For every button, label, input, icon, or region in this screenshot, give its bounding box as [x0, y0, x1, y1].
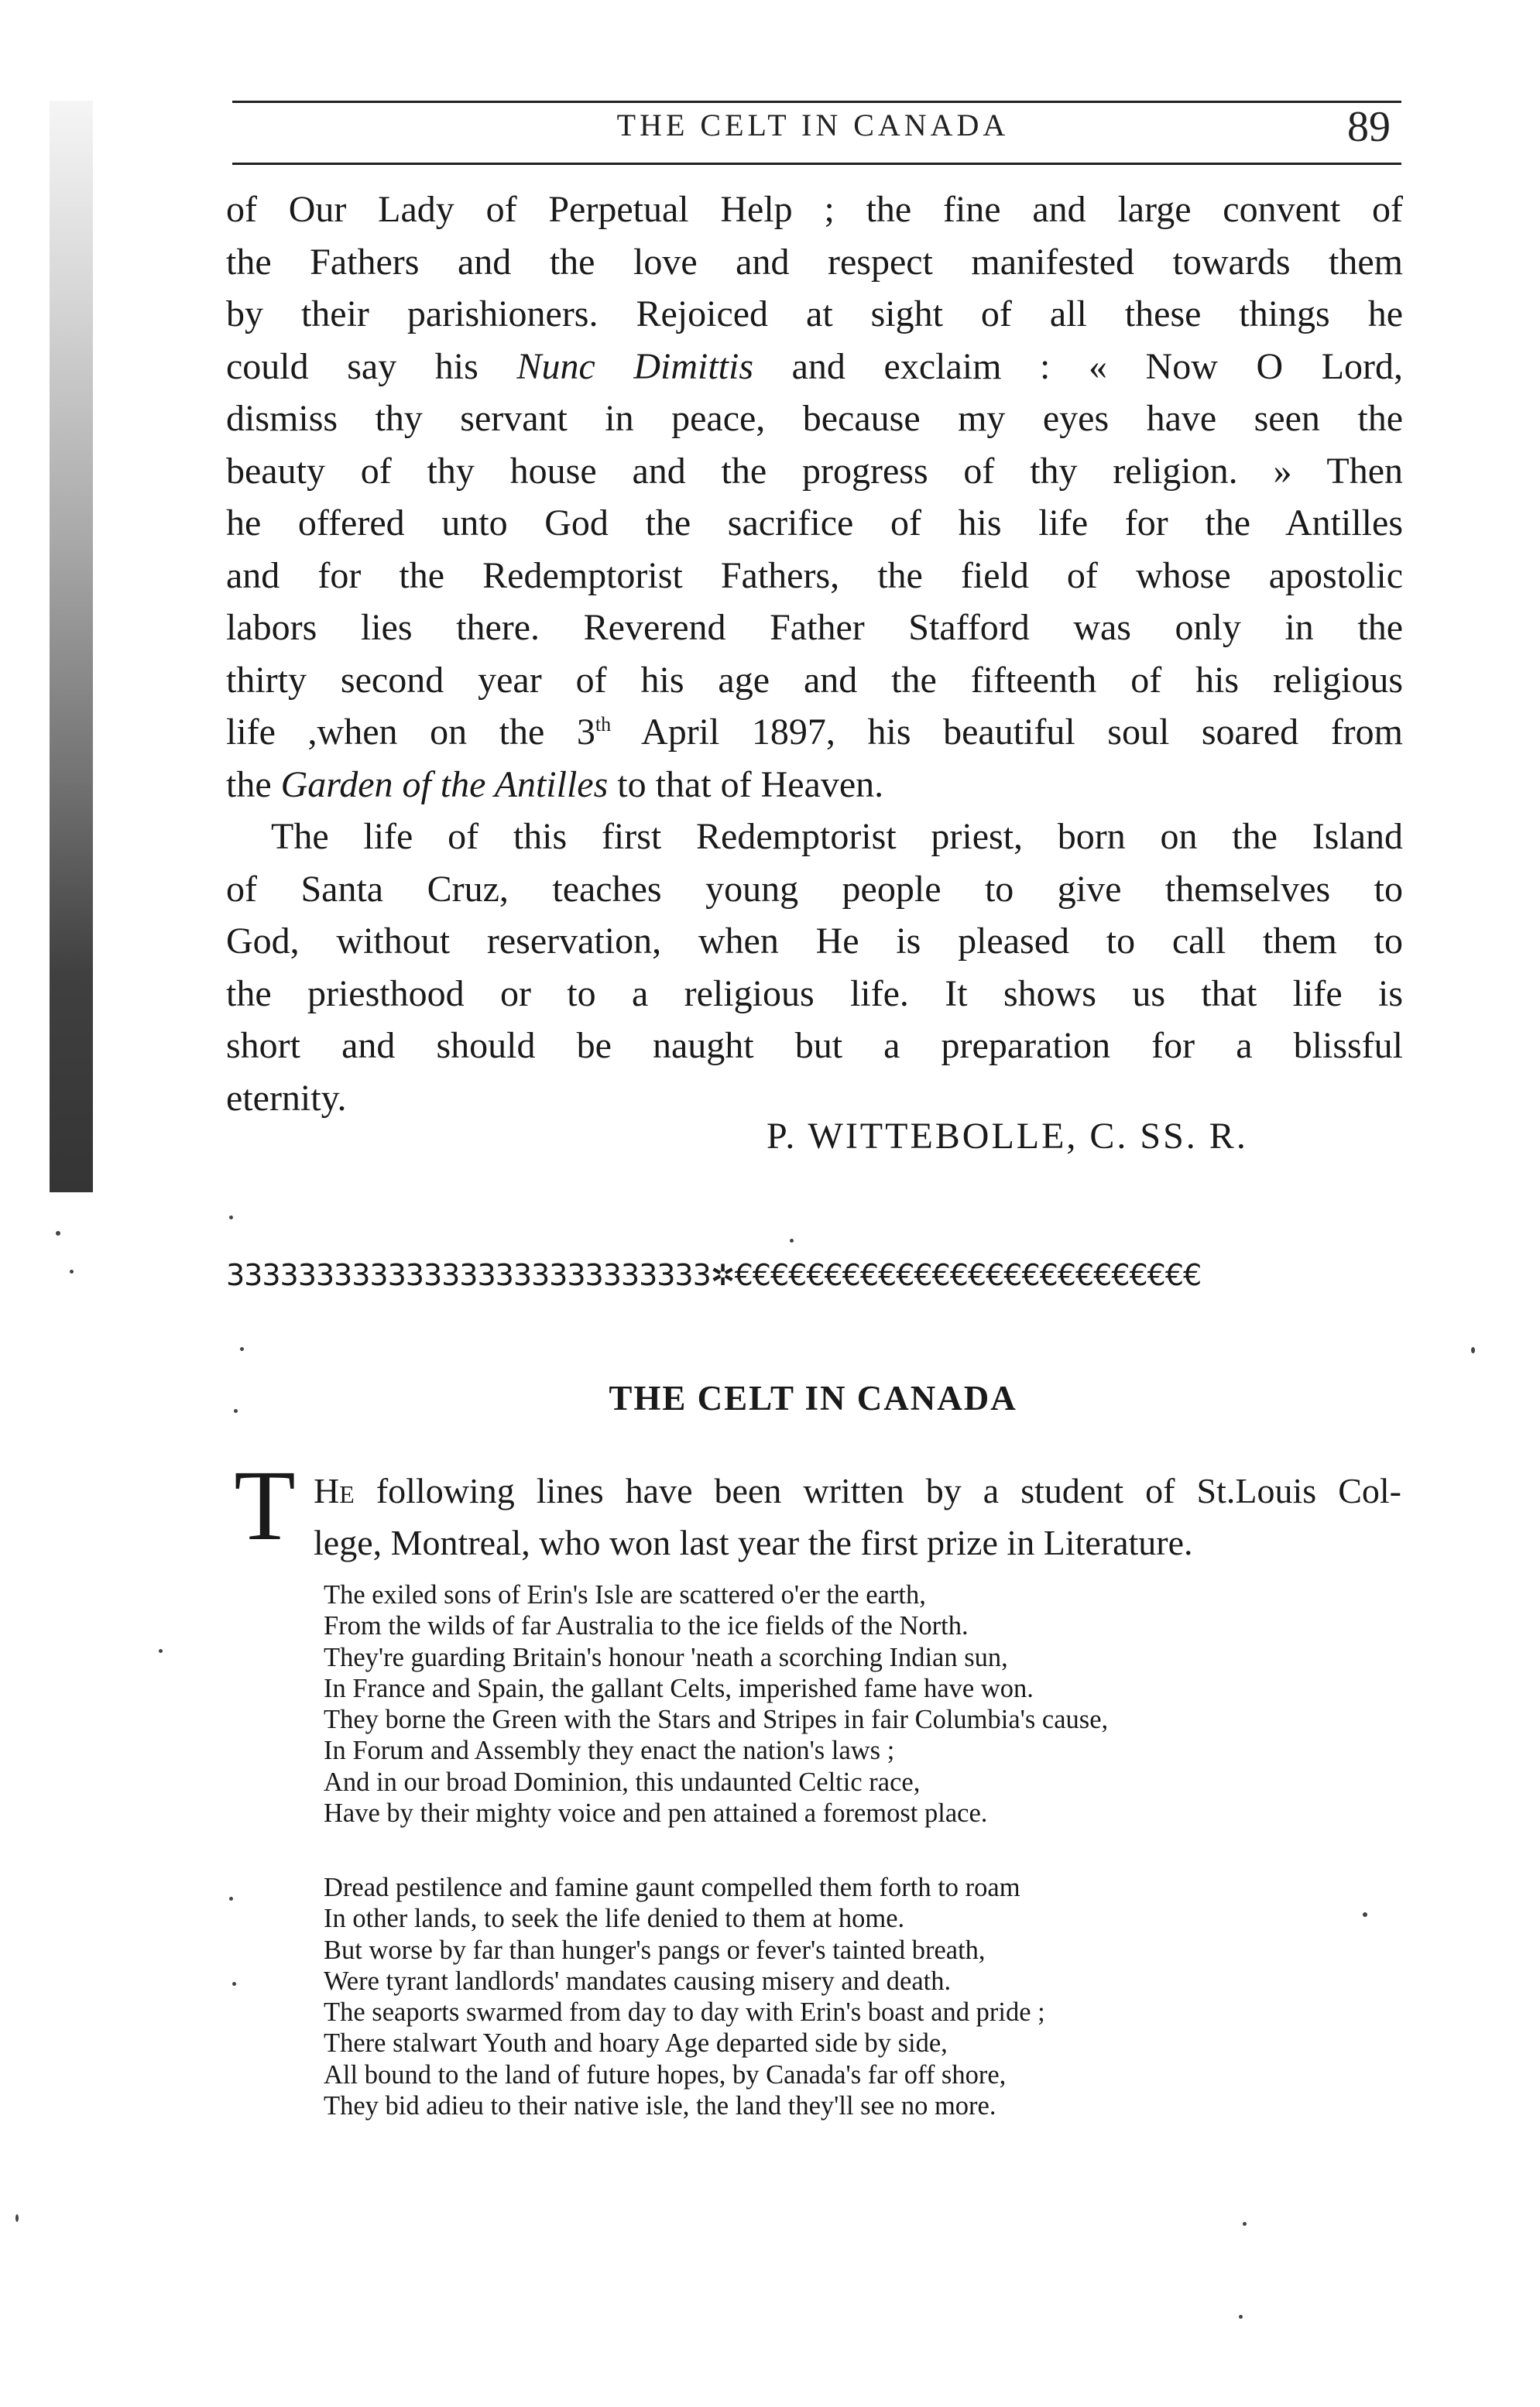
article-paragraph-2 — [226, 811, 1403, 1124]
scan-speck — [56, 1231, 60, 1236]
scan-speck — [159, 1649, 163, 1653]
poem-line: They borne the Green with the Stars and Stripes in fair Columbia's cause, — [324, 1705, 1109, 1735]
scan-speck — [240, 1347, 244, 1351]
scan-speck — [1471, 1347, 1475, 1353]
header-rule-top — [232, 101, 1401, 103]
poem-line: Were tyrant landlords' mandates causing misery and death. — [324, 1966, 952, 1996]
scan-speck — [790, 1239, 794, 1243]
scan-margin-shadow — [50, 101, 93, 1192]
poem-line: From the wilds of far Australia to the ice fields of the North. — [324, 1611, 969, 1641]
author-signature: P. WITTEBOLLE, C. SS. R. — [767, 1116, 1248, 1157]
section-title: THE CELT IN CANADA — [609, 1379, 1017, 1418]
poem-line: The seaports swarmed from day to day with Erin's boast and pride ; — [324, 1997, 1045, 2028]
text-line: God, without reservation, when He is pleased to call them to — [226, 921, 1403, 962]
text-line: dismiss thy servant in peace, because my eyes have seen the — [226, 398, 1403, 439]
text-line: life ,when on the 3th April 1897, his beautiful soul soared from — [226, 711, 1403, 753]
scan-speck — [1239, 2315, 1243, 2319]
text-line: by their parishioners. Rejoiced at sight of all these things he — [226, 293, 1403, 334]
scan-speck — [1363, 1912, 1367, 1917]
poem-line: Dread pestilence and famine gaunt compelled them forth to roam — [324, 1873, 1020, 1902]
text-line: The life of this first Redemptorist priest, born on the Island — [271, 816, 1403, 857]
poem-line: But worse by far than hunger's pangs or fever's tainted breath, — [324, 1935, 986, 1965]
text-line: lege, Montreal, who won last year the first prize in Literature. — [314, 1523, 1193, 1562]
text-line: of Santa Cruz, teaches young people to give themselves to — [226, 868, 1403, 910]
scan-speck — [15, 2214, 19, 2222]
poem-line: The exiled sons of Erin's Isle are scattered o'er the earth, — [324, 1580, 926, 1610]
poem-line: In Forum and Assembly they enact the nation's laws ; — [324, 1736, 895, 1766]
text-line: thirty second year of his age and the fifteenth of his religious — [226, 659, 1403, 701]
text-line: short and should be naught but a preparation for a blissful — [226, 1025, 1403, 1066]
text-line: he offered unto God the sacrifice of his life for the Antilles — [226, 502, 1403, 543]
text-line: the Garden of the Antilles to that of Heaven. — [226, 763, 884, 805]
text-line: could say his Nunc Dimittis and exclaim : « Now O Lord, — [226, 345, 1404, 387]
poem-line: In France and Spain, the gallant Celts, imperished fame have won. — [324, 1673, 1034, 1703]
garden-italic: Garden of the Antilles — [280, 763, 609, 805]
header-rule-bottom — [232, 163, 1401, 165]
nunc-dimittis-italic: Nunc Dimittis — [516, 345, 754, 387]
ornamental-divider: 333333333333333333333333333✲€€€€€€€€€€€€€€€€€€€€€€€€€€ — [226, 1258, 1202, 1292]
scan-speck — [1243, 2222, 1247, 2226]
scan-speck — [229, 1897, 233, 1901]
page-number: 89 — [1347, 103, 1391, 151]
poem-line: They're guarding Britain's honour 'neath a scorching Indian sun, — [324, 1642, 1008, 1672]
poem-line: And in our broad Dominion, this undaunted Celtic race, — [324, 1767, 921, 1797]
scan-speck — [234, 1409, 238, 1413]
text-line: the priesthood or to a religious life. It shows us that life is — [226, 972, 1403, 1014]
text-line: of Our Lady of Perpetual Help ; the fine and large convent of — [226, 189, 1403, 230]
poem-stanza-2 — [324, 1872, 1392, 2121]
running-title: THE CELT IN CANADA — [616, 108, 1010, 142]
drop-cap: T — [234, 1450, 296, 1562]
scan-speck — [229, 1216, 233, 1219]
text-line: He following lines have been written by a student of St.Louis Col- — [314, 1471, 1401, 1510]
text-line: labors lies there. Reverend Father Stafford was only in the — [226, 607, 1403, 648]
poem-line: In other lands, to seek the life denied to them at home. — [324, 1904, 905, 1934]
scan-speck — [232, 1982, 236, 1986]
intro-paragraph — [314, 1465, 1401, 1569]
article-paragraph-1 — [226, 183, 1403, 811]
poem-line: There stalwart Youth and hoary Age departed side by side, — [324, 2028, 948, 2059]
poem-line: Have by their mighty voice and pen attained a foremost place. — [324, 1798, 988, 1829]
text-line: and for the Redemptorist Fathers, the field of whose apostolic — [226, 554, 1403, 596]
text-line: the Fathers and the love and respect manifested towards them — [226, 241, 1403, 283]
text-line: eternity. — [226, 1077, 347, 1119]
scan-speck — [70, 1270, 74, 1274]
poem-stanza-1 — [324, 1579, 1392, 1829]
poem-line: They bid adieu to their native isle, the land they'll see no more. — [324, 2091, 996, 2121]
text-line: beauty of thy house and the progress of thy religion. » Then — [226, 450, 1403, 492]
poem-line: All bound to the land of future hopes, by Canada's far off shore, — [324, 2059, 1007, 2090]
ordinal-superscript: th — [595, 713, 612, 735]
